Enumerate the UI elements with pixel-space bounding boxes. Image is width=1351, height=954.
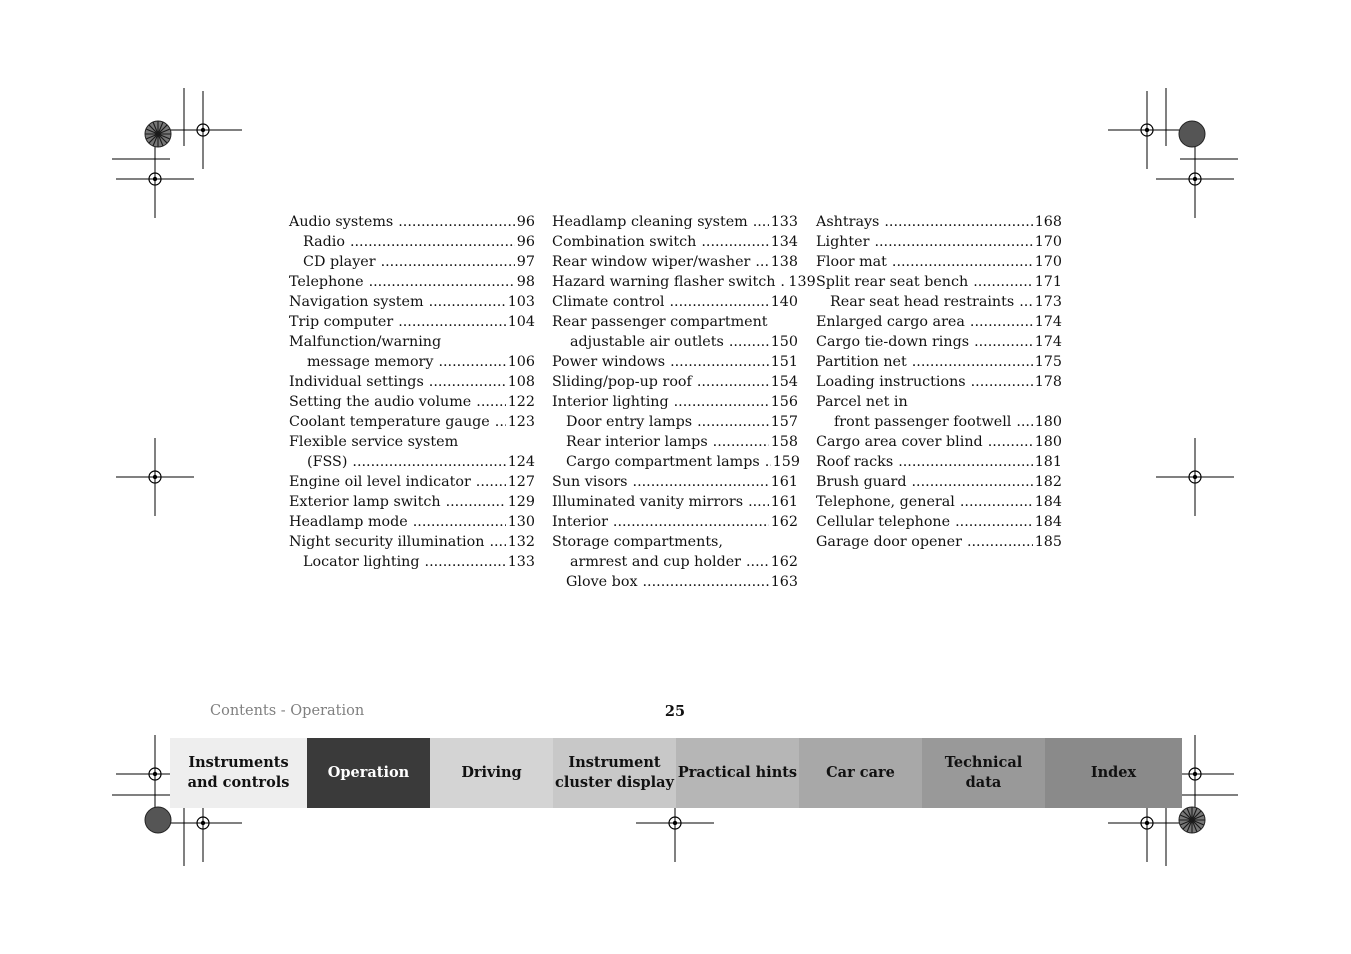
index-entry-title: Interior <box>552 514 608 530</box>
index-entry-heading: Flexible service system <box>289 434 459 450</box>
index-entry <box>289 492 535 512</box>
page-number: 25 <box>664 703 686 720</box>
index-entry-title: Interior lighting <box>552 394 669 410</box>
dot-leader <box>713 432 769 452</box>
index-entry <box>289 512 535 532</box>
index-entry-page: 161 <box>770 474 798 490</box>
index-entry <box>552 372 798 392</box>
dot-leader <box>670 352 769 372</box>
tab-operation[interactable] <box>307 738 430 808</box>
index-entry-heading: Parcel net in <box>816 394 908 410</box>
index-entry-page: 130 <box>507 514 535 530</box>
dot-leader <box>765 452 771 472</box>
index-entry-title: Rear interior lamps <box>566 434 708 450</box>
index-entry-page: 181 <box>1034 454 1062 470</box>
index-entry-page: 184 <box>1034 494 1062 510</box>
index-entry-page: 96 <box>516 214 535 230</box>
index-entry <box>289 372 535 392</box>
index-entry-title: Radio <box>303 234 345 250</box>
index-entry-page: 98 <box>516 274 535 290</box>
dot-leader <box>425 552 506 572</box>
dot-leader <box>633 472 769 492</box>
dot-leader <box>1016 412 1032 432</box>
index-entry-page: 138 <box>770 254 798 270</box>
index-entry-group <box>816 392 1062 432</box>
index-entry-title: Split rear seat bench <box>816 274 969 290</box>
index-entry <box>816 532 1062 552</box>
index-entry-title: adjustable air outlets <box>570 334 724 350</box>
index-entry-page: 158 <box>770 434 798 450</box>
tab-label <box>945 753 1023 793</box>
tab-label <box>1091 763 1136 783</box>
index-entry-page: 170 <box>1034 254 1062 270</box>
index-entry-page: 104 <box>507 314 535 330</box>
index-entry-page: 173 <box>1034 294 1062 310</box>
index-entry-page: 182 <box>1034 474 1062 490</box>
index-entry-page: 124 <box>507 454 535 470</box>
dot-leader <box>643 572 769 592</box>
section-label: Contents - Operation <box>210 703 365 719</box>
dot-leader <box>446 492 506 512</box>
dot-leader <box>967 532 1033 552</box>
index-entry-title: Floor mat <box>816 254 887 270</box>
index-entry <box>552 572 798 592</box>
index-entry-page: 178 <box>1034 374 1062 390</box>
index-entry-title: Cargo compartment lamps <box>566 454 760 470</box>
index-entry-page: 180 <box>1034 414 1062 430</box>
dot-leader <box>613 512 769 532</box>
dot-leader <box>701 232 768 252</box>
tab-technical-data[interactable] <box>922 738 1045 808</box>
index-entry <box>289 472 535 492</box>
index-entry <box>289 252 535 272</box>
index-entry <box>816 412 1062 432</box>
tab-label-line: Technical <box>944 754 1023 771</box>
dot-leader <box>973 272 1032 292</box>
index-entry-page: 175 <box>1034 354 1062 370</box>
index-entry <box>552 392 798 412</box>
dot-leader <box>912 352 1033 372</box>
index-entry-title: Locator lighting <box>303 554 420 570</box>
index-entry-page: 123 <box>507 414 535 430</box>
dot-leader <box>988 432 1033 452</box>
index-entry-page: 133 <box>507 554 535 570</box>
index-entry-title: Sun visors <box>552 474 628 490</box>
dot-leader <box>971 372 1033 392</box>
index-entry-page: 133 <box>770 214 798 230</box>
index-entry-title: Coolant temperature gauge <box>289 414 490 430</box>
tab-label-line: cluster display <box>555 774 674 791</box>
index-entry-page: 127 <box>507 474 535 490</box>
index-column-2 <box>552 212 816 592</box>
index-entry-title: Sliding/pop-up roof <box>552 374 692 390</box>
index-entry-title: (FSS) <box>307 454 348 470</box>
dot-leader <box>476 472 506 492</box>
index-entry-title: message memory <box>307 354 434 370</box>
index-entry <box>552 332 798 352</box>
tab-label <box>678 763 797 783</box>
index-entry-title: Setting the audio volume <box>289 394 472 410</box>
index-entry <box>552 212 798 232</box>
tab-label-line: Driving <box>461 764 522 781</box>
index-entry-title: Headlamp mode <box>289 514 408 530</box>
index-entry-page: 108 <box>507 374 535 390</box>
dot-leader <box>755 252 768 272</box>
index-entry-title: Rear window wiper/washer <box>552 254 751 270</box>
dot-leader <box>970 312 1033 332</box>
index-entry <box>289 452 535 472</box>
index-entry-title: Hazard warning flasher switch <box>552 274 776 290</box>
index-entry <box>552 252 798 272</box>
index-entry-title: Rear seat head restraints <box>830 294 1015 310</box>
index-entry-page: 97 <box>516 254 535 270</box>
index-entry-page: 163 <box>770 574 798 590</box>
dot-leader <box>398 312 505 332</box>
dot-leader <box>489 532 505 552</box>
tab-practical-hints[interactable] <box>676 738 799 808</box>
tab-label-line: Car care <box>826 764 895 781</box>
index-entry <box>552 452 798 472</box>
dot-leader <box>697 412 769 432</box>
dot-leader <box>697 372 769 392</box>
index-entry-title: Cargo area cover blind <box>816 434 983 450</box>
index-entry-title: Roof racks <box>816 454 894 470</box>
chapter-tab-bar <box>170 738 1182 808</box>
index-entry-page: 106 <box>507 354 535 370</box>
index-entry <box>552 412 798 432</box>
dot-leader <box>912 472 1033 492</box>
index-entry <box>552 232 798 252</box>
tab-label <box>461 763 521 783</box>
index-entry-page: 170 <box>1034 234 1062 250</box>
index-entry-page: 180 <box>1034 434 1062 450</box>
index-entry <box>816 252 1062 272</box>
tab-label-line: and controls <box>187 774 290 791</box>
tab-label <box>555 753 674 793</box>
index-entry <box>816 272 1062 292</box>
index-entry <box>289 532 535 552</box>
tab-index[interactable] <box>1045 738 1182 808</box>
index-entry-title: Telephone <box>289 274 364 290</box>
dot-leader <box>780 272 786 292</box>
dot-leader <box>892 252 1033 272</box>
index-entry-group <box>289 432 535 472</box>
index-entry-page: 159 <box>772 454 800 470</box>
index-entry <box>289 412 535 432</box>
tab-car-care[interactable] <box>799 738 922 808</box>
index-entry-group <box>289 332 535 372</box>
dot-leader <box>495 412 506 432</box>
index-entry <box>552 432 798 452</box>
index-entry-title: Audio systems <box>289 214 394 230</box>
index-entry <box>816 492 1062 512</box>
index-entry-title: CD player <box>303 254 376 270</box>
index-entry-title: Engine oil level indicator <box>289 474 471 490</box>
index-entry-page: 157 <box>770 414 798 430</box>
index-entry-page: 184 <box>1034 514 1062 530</box>
index-entry-page: 161 <box>770 494 798 510</box>
index-entry <box>816 292 1062 312</box>
index-entry <box>552 352 798 372</box>
index-entry-page: 171 <box>1034 274 1062 290</box>
index-entry-page: 129 <box>507 494 535 510</box>
index-entry <box>816 352 1062 372</box>
dot-leader <box>429 372 506 392</box>
index-entry-title: Lighter <box>816 234 870 250</box>
index-entry-title: Individual settings <box>289 374 424 390</box>
index-entry <box>552 472 798 492</box>
tab-label <box>826 763 895 783</box>
dot-leader <box>476 392 505 412</box>
index-entry-heading: Rear passenger compartment <box>552 314 768 330</box>
index-entry-page: 185 <box>1034 534 1062 550</box>
dot-leader <box>955 512 1033 532</box>
index-entry <box>289 352 535 372</box>
index-entry-page: 151 <box>770 354 798 370</box>
index-entry <box>816 432 1062 452</box>
index-entry-title: Telephone, general <box>816 494 955 510</box>
index-entry-page: 168 <box>1034 214 1062 230</box>
dot-leader <box>884 212 1032 232</box>
index-column-3 <box>816 212 1062 552</box>
index-entry-title: front passenger footwell <box>834 414 1012 430</box>
dot-leader <box>729 332 769 352</box>
index-entry-group <box>552 312 798 352</box>
index-entry <box>816 332 1062 352</box>
index-entry-title: armrest and cup holder <box>570 554 742 570</box>
index-entry <box>552 292 798 312</box>
index-entry-title: Enlarged cargo area <box>816 314 965 330</box>
index-entry-page: 154 <box>770 374 798 390</box>
index-entry-page: 140 <box>770 294 798 310</box>
index-entry-group <box>552 532 798 572</box>
index-entry-title: Cargo tie-down rings <box>816 334 970 350</box>
dot-leader <box>398 212 515 232</box>
tab-label-line: data <box>965 774 1002 791</box>
dot-leader <box>1019 292 1032 312</box>
index-entry-title: Combination switch <box>552 234 697 250</box>
index-entry-title: Cellular telephone <box>816 514 951 530</box>
tab-label-line: Practical hints <box>677 764 798 781</box>
index-entry <box>816 212 1062 232</box>
dot-leader <box>746 552 769 572</box>
index-entry-page: 122 <box>507 394 535 410</box>
tab-label-line: Instruments <box>188 754 289 771</box>
index-entry <box>289 552 535 572</box>
index-entry-page: 139 <box>788 274 816 290</box>
dot-leader <box>670 292 769 312</box>
index-entry <box>289 312 535 332</box>
index-entry-page: 174 <box>1034 314 1062 330</box>
dot-leader <box>753 212 769 232</box>
index-entry-title: Navigation system <box>289 294 424 310</box>
dot-leader <box>413 512 506 532</box>
index-entry-page: 132 <box>507 534 535 550</box>
index-entry-page: 174 <box>1034 334 1062 350</box>
dot-leader <box>350 232 515 252</box>
index-entry-title: Illuminated vanity mirrors <box>552 494 744 510</box>
index-entry-title: Ashtrays <box>816 214 880 230</box>
dot-leader <box>352 452 505 472</box>
dot-leader <box>874 232 1032 252</box>
index-entry <box>816 472 1062 492</box>
dot-leader <box>898 452 1033 472</box>
index-entry-page: 156 <box>770 394 798 410</box>
index-entry-page: 96 <box>516 234 535 250</box>
dot-leader <box>674 392 769 412</box>
tab-label-line: Operation <box>327 764 410 781</box>
index-entry <box>289 212 535 232</box>
index-entry-title: Loading instructions <box>816 374 966 390</box>
index-entry-heading: Malfunction/warning <box>289 334 442 350</box>
index-entry-heading: Storage compartments, <box>552 534 723 550</box>
index-entry <box>816 372 1062 392</box>
index-entry-title: Climate control <box>552 294 665 310</box>
index-entry <box>552 512 798 532</box>
index-entry <box>289 232 535 252</box>
index-column-1 <box>289 212 535 572</box>
tab-instruments-and-controls[interactable] <box>170 738 307 808</box>
index-entry-title: Garage door opener <box>816 534 962 550</box>
index-entry <box>552 552 798 572</box>
dot-leader <box>438 352 505 372</box>
tab-label <box>328 763 409 783</box>
dot-leader <box>960 492 1033 512</box>
dot-leader <box>429 292 506 312</box>
index-entry-page: 162 <box>770 514 798 530</box>
index-entry-title: Brush guard <box>816 474 907 490</box>
index-entry <box>289 292 535 312</box>
index-entry <box>816 312 1062 332</box>
tab-label-line: Instrument <box>568 754 661 771</box>
tab-driving[interactable] <box>430 738 553 808</box>
index-entry <box>552 272 816 292</box>
index-entry <box>816 452 1062 472</box>
index-entry-page: 134 <box>770 234 798 250</box>
tab-label-line: Index <box>1090 764 1137 781</box>
index-entry-title: Trip computer <box>289 314 394 330</box>
index-entry-title: Door entry lamps <box>566 414 693 430</box>
tab-instrument-cluster-display[interactable] <box>553 738 676 808</box>
tab-label <box>188 753 290 793</box>
index-entry <box>289 392 535 412</box>
dot-leader <box>381 252 515 272</box>
dot-leader <box>748 492 769 512</box>
index-entry <box>816 512 1062 532</box>
index-entry <box>552 492 798 512</box>
index-entry-title: Night security illumination <box>289 534 485 550</box>
dot-leader <box>369 272 515 292</box>
dot-leader <box>974 332 1033 352</box>
index-entry-title: Glove box <box>566 574 638 590</box>
index-entry-page: 162 <box>770 554 798 570</box>
index-entry-page: 103 <box>507 294 535 310</box>
index-entry <box>816 232 1062 252</box>
index-entry-title: Partition net <box>816 354 907 370</box>
index-entry <box>289 272 535 292</box>
index-entry-title: Power windows <box>552 354 666 370</box>
index-entry-title: Headlamp cleaning system <box>552 214 748 230</box>
index-entry-title: Exterior lamp switch <box>289 494 441 510</box>
index-entry-page: 150 <box>770 334 798 350</box>
